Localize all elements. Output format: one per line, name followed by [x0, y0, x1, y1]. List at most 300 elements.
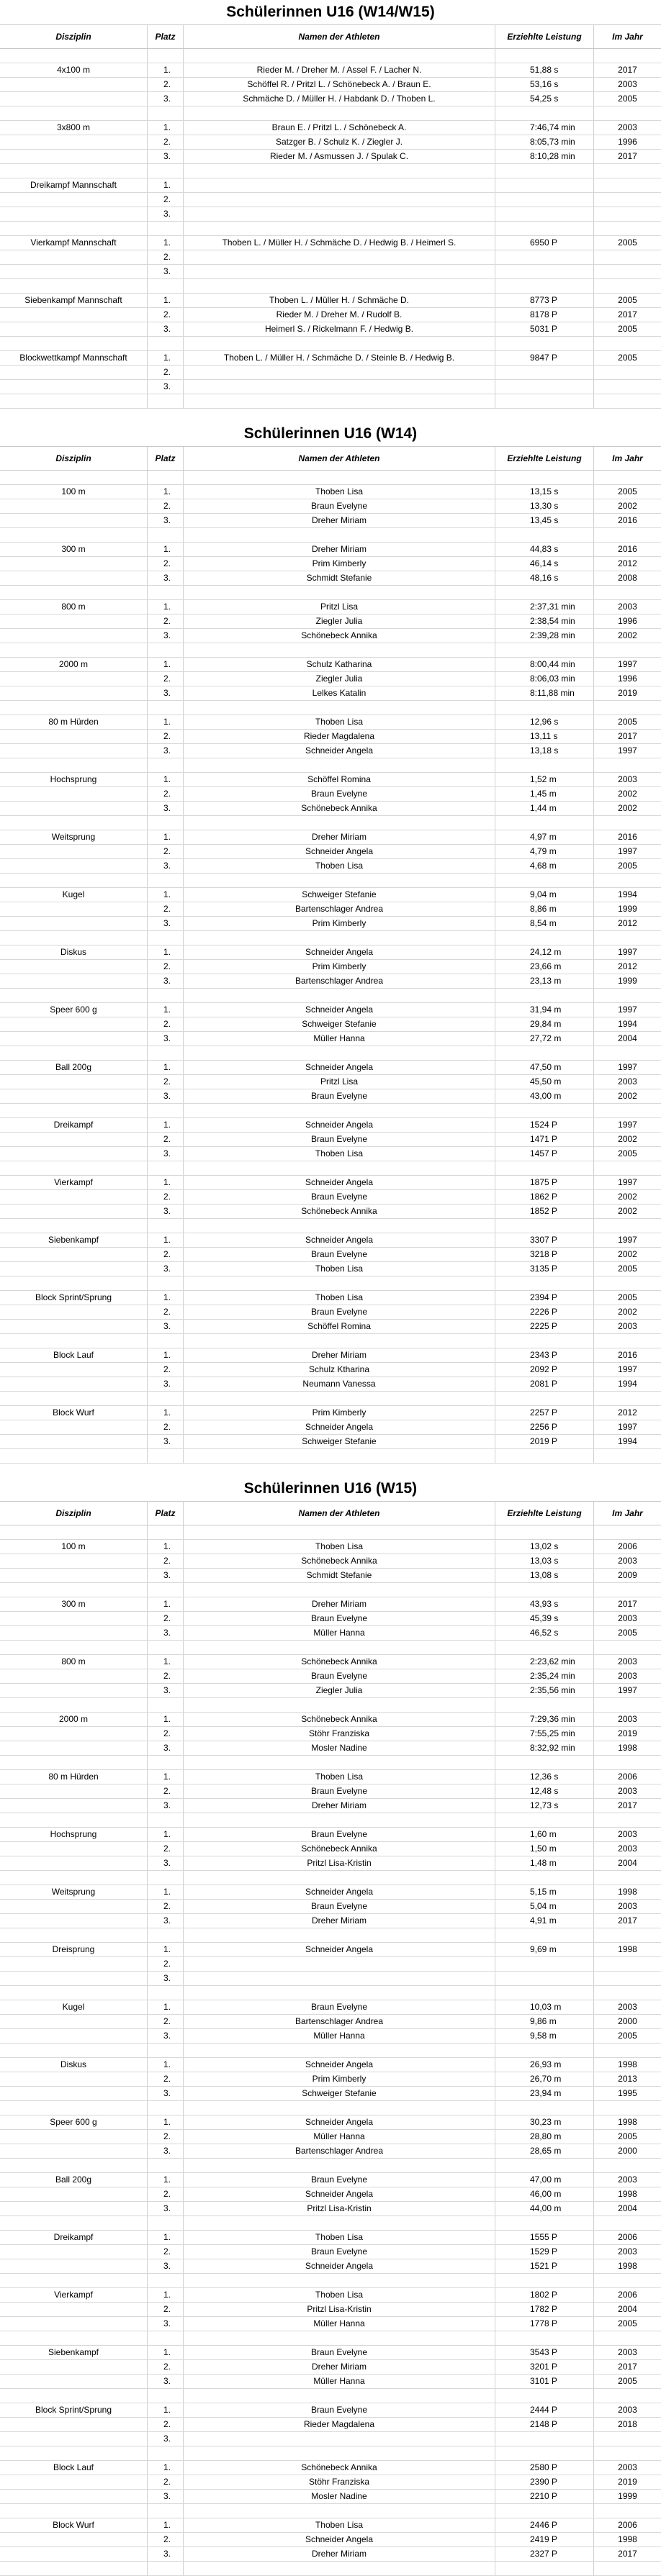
place: 3.: [148, 322, 184, 336]
table-row: [0, 730, 661, 744]
performance: [495, 193, 594, 207]
place: 1.: [148, 1118, 184, 1132]
empty-cell: [148, 2216, 184, 2230]
place: 1.: [148, 294, 184, 307]
empty-cell: [0, 1420, 148, 1434]
table-row: [0, 2547, 661, 2562]
place: 3.: [148, 1435, 184, 1448]
empty-cell: [0, 514, 148, 527]
table-row: [0, 1190, 661, 1205]
performance: 13,30 s: [495, 499, 594, 513]
athlete-names: Braun Evelyne: [184, 1089, 495, 1103]
spacer-row: [0, 1161, 661, 1176]
spacer-row: [0, 643, 661, 658]
year: 2004: [618, 1858, 637, 1868]
table-row: [0, 802, 661, 816]
empty-cell: [0, 1032, 148, 1046]
empty-cell: [0, 2562, 148, 2575]
year: 2002: [618, 501, 637, 511]
spacer-row: [0, 164, 661, 178]
athlete-names: Dreher Miriam: [184, 1799, 495, 1813]
place: 1.: [148, 773, 184, 786]
header-leistung: Erziehlte Leistung: [495, 447, 594, 470]
place: 1.: [148, 1291, 184, 1305]
place: 1.: [148, 2346, 184, 2359]
table-row: [0, 614, 661, 629]
year: 2008: [618, 573, 637, 583]
year: 1998: [618, 1944, 637, 1954]
place: 3.: [148, 917, 184, 930]
year: 2012: [618, 918, 637, 928]
table-row: [0, 351, 661, 366]
spacer-row: [0, 1525, 661, 1540]
table-row: [0, 2346, 661, 2360]
year: 2003: [618, 1656, 637, 1666]
empty-cell: [594, 1813, 661, 1827]
performance: 2:37,31 min: [495, 600, 594, 614]
empty-cell: [495, 1046, 594, 1060]
header-disziplin: Disziplin: [0, 1502, 148, 1525]
athlete-names: Schneider Angela: [184, 2259, 495, 2273]
spacer-row: [0, 816, 661, 830]
empty-cell: [0, 701, 148, 715]
empty-cell: [148, 1046, 184, 1060]
athlete-names: Braun Evelyne: [184, 1305, 495, 1319]
table-row: [0, 787, 661, 802]
athlete-names: [184, 178, 495, 192]
place: 1.: [148, 2518, 184, 2532]
empty-cell: [495, 1392, 594, 1405]
year: 1997: [618, 1364, 637, 1374]
empty-cell: [184, 931, 495, 945]
performance: 2092 P: [495, 1363, 594, 1377]
empty-cell: [148, 2504, 184, 2518]
table-row: [0, 1348, 661, 1363]
place: 1.: [148, 945, 184, 959]
place: 2.: [148, 902, 184, 916]
empty-cell: [0, 1698, 148, 1712]
performance: 24,12 m: [495, 945, 594, 959]
header-jahr: Im Jahr: [612, 453, 643, 463]
place: 1.: [148, 1061, 184, 1074]
place: 2.: [148, 250, 184, 264]
empty-cell: [594, 1698, 661, 1712]
empty-cell: [148, 1334, 184, 1348]
empty-cell: [0, 150, 148, 163]
empty-cell: [495, 1986, 594, 2000]
empty-cell: [495, 1813, 594, 1827]
year: 2005: [618, 2318, 637, 2328]
athlete-names: Braun Evelyne: [184, 2173, 495, 2187]
year: 2017: [618, 731, 637, 741]
empty-cell: [0, 380, 148, 394]
year: 1998: [618, 2261, 637, 2271]
place: 2.: [148, 1554, 184, 1568]
year: 2003: [618, 2347, 637, 2357]
performance: 2:35,56 min: [495, 1684, 594, 1697]
table-row: [0, 1842, 661, 1856]
performance: 2343 P: [495, 1348, 594, 1362]
performance: 13,03 s: [495, 1554, 594, 1568]
year: 2005: [618, 486, 637, 496]
year: 2017: [618, 309, 637, 319]
athlete-names: Bartenschlager Andrea: [184, 902, 495, 916]
performance: 1782 P: [495, 2303, 594, 2316]
empty-cell: [0, 1871, 148, 1885]
athlete-names: Schulz Katharina: [184, 658, 495, 671]
empty-cell: [148, 2159, 184, 2172]
performance: 13,02 s: [495, 1540, 594, 1554]
empty-cell: [184, 471, 495, 484]
empty-cell: [0, 2446, 148, 2460]
athlete-names: Braun Evelyne: [184, 2000, 495, 2014]
empty-cell: [184, 222, 495, 235]
empty-cell: [184, 164, 495, 178]
empty-cell: [495, 2389, 594, 2403]
table-row: [0, 1972, 661, 1986]
table-row: [0, 543, 661, 557]
athlete-names: Lelkes Katalin: [184, 686, 495, 700]
year: 1997: [618, 1062, 637, 1072]
year: 1998: [618, 2059, 637, 2069]
place: 3.: [148, 1320, 184, 1333]
performance: 8:32,92 min: [495, 1741, 594, 1755]
table-row: [0, 1669, 661, 1684]
empty-cell: [0, 265, 148, 278]
empty-cell: [0, 2216, 148, 2230]
place: 1.: [148, 178, 184, 192]
place: 2.: [148, 135, 184, 149]
spacer-row: [0, 471, 661, 485]
table-row: [0, 902, 661, 917]
empty-cell: [0, 917, 148, 930]
athlete-names: Thoben Lisa: [184, 1262, 495, 1276]
table-row: [0, 1118, 661, 1133]
place: 2.: [148, 1784, 184, 1798]
empty-cell: [0, 106, 148, 120]
header-platz: Platz: [148, 1502, 184, 1525]
empty-cell: [495, 586, 594, 599]
empty-cell: [184, 2101, 495, 2115]
discipline-name: Hochsprung: [0, 773, 148, 786]
athlete-names: Braun E. / Pritzl L. / Schönebeck A.: [184, 121, 495, 135]
table-row: [0, 236, 661, 250]
athlete-names: Schönebeck Annika: [184, 1554, 495, 1568]
place: 2.: [148, 1612, 184, 1625]
discipline-name: Block Lauf: [0, 2461, 148, 2475]
discipline-name: Speer 600 g: [0, 1003, 148, 1017]
performance: 1,50 m: [495, 1842, 594, 1856]
performance: [495, 1972, 594, 1985]
year: 2012: [618, 1407, 637, 1418]
table-row: [0, 1727, 661, 1741]
empty-cell: [0, 394, 148, 408]
empty-cell: [0, 557, 148, 571]
year: 2003: [618, 1901, 637, 1911]
year: 2017: [618, 151, 637, 161]
discipline-name: Dreikampf: [0, 2231, 148, 2244]
year: 1999: [618, 976, 637, 986]
athlete-names: Schweiger Stefanie: [184, 1017, 495, 1031]
empty-cell: [594, 1046, 661, 1060]
performance: 3201 P: [495, 2360, 594, 2374]
empty-cell: [0, 787, 148, 801]
place: 1.: [148, 2461, 184, 2475]
empty-cell: [0, 730, 148, 743]
place: 2.: [148, 2245, 184, 2259]
performance: 3307 P: [495, 1233, 594, 1247]
empty-cell: [594, 2504, 661, 2518]
performance: 8:05,73 min: [495, 135, 594, 149]
athlete-names: Braun Evelyne: [184, 1133, 495, 1146]
athlete-names: Heimerl S. / Rickelmann F. / Hedwig B.: [184, 322, 495, 336]
discipline-name: 300 m: [0, 543, 148, 556]
place: 2.: [148, 366, 184, 379]
spacer-row: [0, 1756, 661, 1770]
place: 3.: [148, 265, 184, 278]
performance: 47,00 m: [495, 2173, 594, 2187]
performance: [495, 178, 594, 192]
spacer-row: [0, 1219, 661, 1233]
year: 2003: [618, 774, 637, 784]
athlete-names: Rieder M. / Dreher M. / Assel F. / Lacher N.: [184, 63, 495, 77]
empty-cell: [148, 1583, 184, 1597]
discipline-name: 100 m: [0, 485, 148, 499]
discipline-name: 800 m: [0, 600, 148, 614]
place: 3.: [148, 2087, 184, 2100]
athlete-names: Bartenschlager Andrea: [184, 2015, 495, 2028]
year: 2005: [618, 324, 637, 334]
empty-cell: [594, 471, 661, 484]
empty-cell: [0, 193, 148, 207]
spacer-row: [0, 586, 661, 600]
empty-cell: [0, 1928, 148, 1942]
athlete-names: Braun Evelyne: [184, 1669, 495, 1683]
athlete-names: Ziegler Julia: [184, 672, 495, 686]
table-row: [0, 63, 661, 78]
place: 1.: [148, 888, 184, 902]
performance: [495, 250, 594, 264]
table-row: [0, 2115, 661, 2130]
spacer-row: [0, 1583, 661, 1597]
performance: 8,54 m: [495, 917, 594, 930]
empty-cell: [0, 1147, 148, 1161]
year: 2006: [618, 1772, 637, 1782]
place: 3.: [148, 2029, 184, 2043]
athlete-names: Rieder M. / Asmussen J. / Spulak C.: [184, 150, 495, 163]
table-header: [0, 25, 661, 49]
table-row: [0, 2518, 661, 2533]
empty-cell: [594, 394, 661, 408]
year: [594, 178, 661, 192]
athlete-names: Dreher Miriam: [184, 1348, 495, 1362]
empty-cell: [594, 758, 661, 772]
empty-cell: [495, 2562, 594, 2575]
year: 1997: [618, 659, 637, 669]
athlete-names: Prim Kimberly: [184, 917, 495, 930]
empty-cell: [0, 1756, 148, 1769]
year: [594, 380, 661, 394]
empty-cell: [0, 2303, 148, 2316]
empty-cell: [148, 2446, 184, 2460]
year: 1997: [618, 1422, 637, 1432]
empty-cell: [0, 78, 148, 91]
place: 2.: [148, 2360, 184, 2374]
performance: 45,39 s: [495, 1612, 594, 1625]
empty-cell: [184, 2562, 495, 2575]
place: 1.: [148, 830, 184, 844]
table-row: [0, 178, 661, 193]
empty-cell: [0, 2331, 148, 2345]
year: 2003: [618, 2174, 637, 2185]
empty-cell: [0, 2475, 148, 2489]
discipline-name: 4x100 m: [0, 63, 148, 77]
discipline-name: Weitsprung: [0, 1885, 148, 1899]
empty-cell: [184, 106, 495, 120]
athlete-names: Braun Evelyne: [184, 1900, 495, 1913]
place: 2.: [148, 1957, 184, 1971]
year: 2017: [618, 2549, 637, 2559]
year: [594, 1972, 661, 1985]
performance: 8:10,28 min: [495, 150, 594, 163]
empty-cell: [184, 2274, 495, 2287]
year: 1997: [618, 1685, 637, 1695]
empty-cell: [148, 1871, 184, 1885]
empty-cell: [594, 1986, 661, 2000]
table-row: [0, 845, 661, 859]
performance: 6950 P: [495, 236, 594, 250]
performance: 46,14 s: [495, 557, 594, 571]
athlete-names: Pritzl Lisa-Kristin: [184, 1856, 495, 1870]
spacer-row: [0, 931, 661, 945]
athlete-names: Mosler Nadine: [184, 2490, 495, 2503]
performance: 3543 P: [495, 2346, 594, 2359]
table-row: [0, 1914, 661, 1928]
performance: 54,25 s: [495, 92, 594, 106]
performance: 44,83 s: [495, 543, 594, 556]
year: 2005: [618, 717, 637, 727]
table-row: [0, 1655, 661, 1669]
table-row: [0, 485, 661, 499]
empty-cell: [594, 586, 661, 599]
empty-cell: [0, 1583, 148, 1597]
performance: 26,70 m: [495, 2072, 594, 2086]
athlete-names: Bartenschlager Andrea: [184, 2144, 495, 2158]
empty-cell: [184, 49, 495, 63]
place: 2.: [148, 1842, 184, 1856]
performance: 2390 P: [495, 2475, 594, 2489]
table-row: [0, 1061, 661, 1075]
spacer-row: [0, 2504, 661, 2518]
table-row: [0, 1248, 661, 1262]
table-row: [0, 1957, 661, 1972]
table-row: [0, 78, 661, 92]
discipline-name: Speer 600 g: [0, 2115, 148, 2129]
athlete-names: Stöhr Franziska: [184, 2475, 495, 2489]
discipline-name: Blockwettkampf Mannschaft: [0, 351, 148, 365]
header-jahr: Im Jahr: [612, 1508, 643, 1518]
table-row: [0, 121, 661, 135]
table-row: [0, 2403, 661, 2418]
performance: 2257 P: [495, 1406, 594, 1420]
athlete-names: Thoben Lisa: [184, 1540, 495, 1554]
table-row: [0, 2015, 661, 2029]
performance: [495, 1957, 594, 1971]
performance: 1875 P: [495, 1176, 594, 1189]
athlete-names: Thoben Lisa: [184, 715, 495, 729]
empty-cell: [0, 1900, 148, 1913]
year: 2006: [618, 1541, 637, 1551]
empty-cell: [495, 1928, 594, 1942]
table-row: [0, 1262, 661, 1276]
athlete-names: Schneider Angela: [184, 1885, 495, 1899]
spacer-row: [0, 49, 661, 63]
place: 3.: [148, 2144, 184, 2158]
empty-cell: [184, 2446, 495, 2460]
performance: 2081 P: [495, 1377, 594, 1391]
empty-cell: [184, 1871, 495, 1885]
place: 3.: [148, 1205, 184, 1218]
place: 2.: [148, 2015, 184, 2028]
empty-cell: [0, 164, 148, 178]
empty-cell: [0, 92, 148, 106]
empty-cell: [0, 135, 148, 149]
place: 2.: [148, 499, 184, 513]
year: 2019: [618, 1728, 637, 1738]
performance: 51,88 s: [495, 63, 594, 77]
place: 3.: [148, 514, 184, 527]
discipline-name: Block Sprint/Sprung: [0, 2403, 148, 2417]
empty-cell: [495, 1161, 594, 1175]
empty-cell: [0, 2015, 148, 2028]
spacer-row: [0, 106, 661, 121]
section-gap: [0, 1464, 661, 1477]
table-row: [0, 571, 661, 586]
athlete-names: Prim Kimberly: [184, 557, 495, 571]
place: 3.: [148, 1147, 184, 1161]
performance: 2225 P: [495, 1320, 594, 1333]
place: 1.: [148, 2403, 184, 2417]
year: 1996: [618, 616, 637, 626]
year: 2005: [618, 94, 637, 104]
year: 2003: [618, 122, 637, 132]
empty-cell: [495, 931, 594, 945]
year: 2005: [618, 2131, 637, 2141]
year: 2002: [618, 1206, 637, 1216]
empty-cell: [594, 279, 661, 293]
spacer-row: [0, 337, 661, 351]
empty-cell: [495, 528, 594, 542]
table-row: [0, 1075, 661, 1089]
place: 1.: [148, 351, 184, 365]
place: 3.: [148, 744, 184, 758]
table-row: [0, 960, 661, 974]
empty-cell: [495, 164, 594, 178]
table-row: [0, 499, 661, 514]
athlete-names: Braun Evelyne: [184, 1784, 495, 1798]
place: 3.: [148, 92, 184, 106]
athlete-names: Ziegler Julia: [184, 614, 495, 628]
empty-cell: [0, 279, 148, 293]
empty-cell: [148, 701, 184, 715]
empty-cell: [495, 2101, 594, 2115]
performance: 2:23,62 min: [495, 1655, 594, 1669]
empty-cell: [184, 701, 495, 715]
place: 2.: [148, 2130, 184, 2144]
table-row: [0, 1377, 661, 1392]
athlete-names: Thoben Lisa: [184, 2518, 495, 2532]
performance: 8:11,88 min: [495, 686, 594, 700]
